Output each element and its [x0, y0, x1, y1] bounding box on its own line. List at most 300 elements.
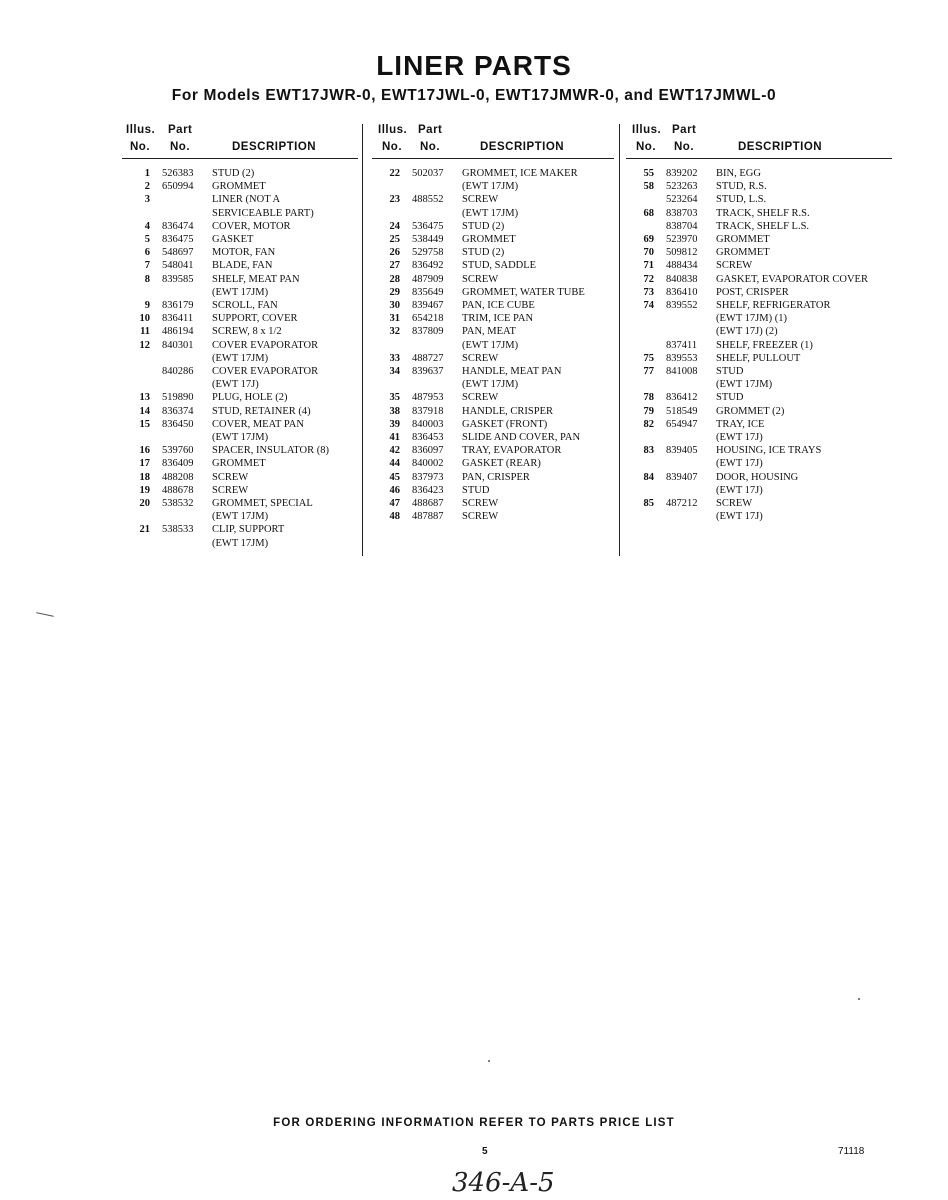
part-row: [626, 286, 892, 299]
illus-number: 18: [139, 471, 150, 483]
description-line: CLIP, SUPPORT: [212, 524, 285, 536]
handwritten-note: 346-A-5: [452, 1168, 555, 1198]
part-number: 836423: [412, 484, 444, 496]
parts-column-1: [122, 124, 358, 550]
illus-number: 34: [389, 366, 400, 378]
part-description: [716, 259, 892, 272]
part-row: [372, 325, 614, 351]
part-number: 836474: [162, 220, 194, 232]
part-description: [212, 299, 358, 312]
part-number: 536475: [412, 220, 444, 232]
part-number: 539760: [162, 445, 194, 457]
part-row: [372, 259, 614, 272]
part-row: [626, 246, 892, 259]
scan-speck: [858, 998, 860, 1000]
part-row: [122, 339, 358, 365]
description-line: SCREW: [212, 484, 249, 496]
page-title: LINER PARTS: [376, 50, 572, 81]
illus-number: 13: [139, 392, 150, 404]
part-number: 837809: [412, 326, 444, 338]
part-number: 650994: [162, 181, 194, 193]
description-line: GROMMET, SPECIAL: [212, 498, 313, 510]
description-line: GASKET, EVAPORATOR COVER: [716, 273, 868, 285]
part-number: 835649: [412, 286, 444, 298]
part-row: [626, 259, 892, 272]
scan-speck: [488, 1060, 490, 1062]
part-header-line1: Part: [418, 124, 443, 136]
page-number: 5: [482, 1146, 488, 1157]
description-line: (EWT 17JM): [212, 511, 269, 523]
part-description: [716, 497, 892, 523]
illus-number: 79: [643, 405, 654, 417]
description-line: (EWT 17JM): [462, 181, 519, 193]
part-description: [462, 193, 614, 219]
part-number: 839637: [412, 366, 444, 378]
illus-header-line1: Illus.: [126, 124, 156, 136]
part-number: 654947: [666, 418, 698, 430]
part-row: [372, 405, 614, 418]
part-number: 538533: [162, 524, 194, 536]
illus-number: 69: [643, 234, 654, 246]
illus-number: 7: [144, 260, 150, 272]
column-divider-right: [619, 124, 620, 556]
illus-number: 29: [389, 286, 400, 298]
description-line: GROMMET, WATER TUBE: [462, 286, 585, 298]
part-row: [372, 457, 614, 470]
description-line: SCREW: [462, 273, 499, 285]
part-description: [462, 273, 614, 286]
part-description: [212, 457, 358, 470]
part-row: [372, 391, 614, 404]
illus-number: 73: [643, 286, 654, 298]
part-row: [122, 246, 358, 259]
part-row: [626, 299, 892, 339]
part-description: [716, 220, 892, 233]
part-row: [372, 431, 614, 444]
part-number: 836450: [162, 418, 194, 430]
description-line: STUD, L.S.: [716, 194, 767, 206]
part-number: 836179: [162, 300, 194, 312]
description-line: (EWT 17JM): [716, 379, 773, 391]
part-number: 840003: [412, 418, 444, 430]
part-description: [716, 193, 892, 206]
description-line: (EWT 17JM): [462, 207, 519, 219]
part-number: 837973: [412, 471, 444, 483]
part-row: [626, 352, 892, 365]
part-row: [122, 220, 358, 233]
illus-number: 16: [139, 445, 150, 457]
part-row: [372, 510, 614, 523]
description-line: SUPPORT, COVER: [212, 313, 298, 325]
part-number: 548041: [162, 260, 194, 272]
part-row: [122, 471, 358, 484]
part-description: [462, 312, 614, 325]
illus-header-line1: Illus.: [632, 124, 662, 136]
part-row: [626, 391, 892, 404]
part-description: [462, 325, 614, 351]
illus-number: 26: [389, 247, 400, 259]
part-row: [372, 167, 614, 193]
illus-number: 6: [144, 247, 150, 259]
part-description: [462, 259, 614, 272]
part-row: [372, 312, 614, 325]
part-header-line1: Part: [672, 124, 697, 136]
part-row: [122, 523, 358, 549]
description-line: STUD: [462, 484, 490, 496]
part-description: [462, 484, 614, 497]
description-line: SHELF, FREEZER (1): [716, 339, 813, 351]
illus-number: 4: [144, 220, 150, 232]
part-number: 518549: [666, 405, 698, 417]
part-number: 486194: [162, 326, 194, 338]
part-row: [122, 418, 358, 444]
part-number: 836412: [666, 392, 698, 404]
description-line: SPACER, INSULATOR (8): [212, 445, 329, 457]
illus-number: 68: [643, 207, 654, 219]
illus-number: 30: [389, 300, 400, 312]
part-description: [716, 167, 892, 180]
description-line: GASKET (REAR): [462, 458, 541, 470]
illus-number: 48: [389, 511, 400, 523]
illus-number: 28: [389, 273, 400, 285]
column-header: [372, 124, 614, 158]
illus-number: 74: [643, 300, 654, 312]
part-row: [372, 444, 614, 457]
illus-number: 10: [139, 313, 150, 325]
description-line: HANDLE, MEAT PAN: [462, 366, 562, 378]
description-line: TRIM, ICE PAN: [462, 313, 534, 325]
part-number: 487909: [412, 273, 444, 285]
illus-number: 3: [144, 194, 150, 206]
part-row: [372, 471, 614, 484]
description-line: (EWT 17JM): [462, 379, 519, 391]
part-description: [716, 444, 892, 470]
description-line: BLADE, FAN: [212, 260, 273, 272]
part-description: [462, 431, 614, 444]
part-number: 509812: [666, 247, 698, 259]
illus-number: 14: [139, 405, 150, 417]
illus-number: 38: [389, 405, 400, 417]
part-row: [372, 365, 614, 391]
illus-number: 21: [139, 524, 150, 536]
description-line: STUD: [716, 366, 744, 378]
part-row: [372, 286, 614, 299]
part-number: 836475: [162, 234, 194, 246]
description-line: (EWT 17J): [716, 432, 763, 444]
illus-number: 27: [389, 260, 400, 272]
part-description: [716, 405, 892, 418]
illus-number: 32: [389, 326, 400, 338]
description-line: GROMMET: [462, 234, 516, 246]
part-row: [372, 299, 614, 312]
part-number: 836374: [162, 405, 194, 417]
part-description: [462, 457, 614, 470]
part-number: 836097: [412, 445, 444, 457]
part-row: [122, 167, 358, 180]
description-line: PAN, ICE CUBE: [462, 300, 535, 312]
part-number: 502037: [412, 168, 444, 179]
illus-number: 84: [643, 471, 654, 483]
description-line: (EWT 17JM): [212, 537, 269, 549]
description-line: DOOR, HOUSING: [716, 471, 799, 483]
parts-rows: [122, 159, 358, 550]
part-row: [122, 273, 358, 299]
description-line: (EWT 17JM) (1): [716, 313, 787, 325]
part-number: 838703: [666, 207, 698, 219]
illus-number: 72: [643, 273, 654, 285]
part-number: 840301: [162, 339, 194, 351]
part-description: [212, 246, 358, 259]
part-description: [716, 339, 892, 352]
description-line: STUD, SADDLE: [462, 260, 537, 272]
illus-number: 82: [643, 418, 654, 430]
part-description: [462, 405, 614, 418]
part-number: 529758: [412, 247, 444, 259]
part-description: [716, 365, 892, 391]
part-row: [626, 207, 892, 220]
description-line: (EWT 17J): [716, 511, 763, 523]
description-header: DESCRIPTION: [232, 141, 317, 153]
part-number: 836409: [162, 458, 194, 470]
part-row: [626, 418, 892, 444]
part-number: 488434: [666, 260, 698, 272]
part-row: [626, 220, 892, 233]
parts-rows: [372, 159, 614, 523]
part-row: [372, 273, 614, 286]
column-divider-left: [362, 124, 363, 556]
part-number: 839552: [666, 300, 698, 312]
description-line: GASKET (FRONT): [462, 418, 548, 430]
description-line: STUD, R.S.: [716, 181, 767, 193]
part-number: 488552: [412, 194, 444, 206]
part-header-line2: No.: [170, 141, 191, 153]
description-line: SHELF, PULLOUT: [716, 352, 801, 364]
part-row: [626, 167, 892, 180]
part-description: [716, 391, 892, 404]
illus-number: 24: [389, 220, 400, 232]
part-row: [626, 193, 892, 206]
description-line: HANDLE, CRISPER: [462, 405, 554, 417]
description-line: PLUG, HOLE (2): [212, 392, 288, 404]
illus-number: 9: [144, 300, 150, 312]
ordering-info-footer: FOR ORDERING INFORMATION REFER TO PARTS PRICE LIST: [273, 1117, 675, 1129]
illus-number: 20: [139, 498, 150, 510]
description-line: TRACK, SHELF L.S.: [716, 220, 810, 232]
part-number: 839405: [666, 445, 698, 457]
illus-number: 39: [389, 418, 400, 430]
part-description: [462, 352, 614, 365]
description-line: (EWT 17JM): [212, 352, 269, 364]
illus-number: 5: [144, 234, 150, 246]
part-description: [462, 444, 614, 457]
illus-number: 41: [389, 432, 400, 444]
part-number: 839553: [666, 352, 698, 364]
part-row: [122, 457, 358, 470]
part-row: [122, 444, 358, 457]
part-number: 654218: [412, 313, 444, 325]
illus-number: 19: [139, 484, 150, 496]
part-description: [212, 391, 358, 404]
part-row: [372, 497, 614, 510]
part-description: [212, 259, 358, 272]
description-line: TRACK, SHELF R.S.: [716, 207, 810, 219]
illus-header-line1: Illus.: [378, 124, 408, 136]
description-line: HOUSING, ICE TRAYS: [716, 445, 822, 457]
part-header-line2: No.: [420, 141, 441, 153]
part-description: [462, 167, 614, 193]
part-description: [716, 286, 892, 299]
part-description: [716, 418, 892, 444]
part-description: [212, 273, 358, 299]
part-description: [212, 180, 358, 193]
description-line: (EWT 17JM): [212, 286, 269, 298]
description-line: BIN, EGG: [716, 168, 761, 179]
part-number: 538449: [412, 234, 444, 246]
part-number: 548697: [162, 247, 194, 259]
description-line: (EWT 17JM): [462, 339, 519, 351]
part-description: [716, 273, 892, 286]
description-line: GROMMET: [716, 234, 770, 246]
description-line: STUD: [716, 392, 744, 404]
part-number: 837411: [666, 339, 698, 351]
description-line: GROMMET: [212, 458, 266, 470]
description-line: GROMMET (2): [716, 405, 785, 417]
part-description: [716, 471, 892, 497]
illus-number: 45: [389, 471, 400, 483]
illus-number: 78: [643, 392, 654, 404]
part-row: [122, 391, 358, 404]
part-row: [626, 365, 892, 391]
part-row: [122, 193, 358, 219]
part-description: [212, 484, 358, 497]
illus-number: 83: [643, 445, 654, 457]
illus-number: 71: [643, 260, 654, 272]
part-number: 526383: [162, 168, 194, 179]
part-row: [122, 299, 358, 312]
part-row: [626, 180, 892, 193]
description-line: COVER EVAPORATOR: [212, 339, 319, 351]
part-row: [122, 233, 358, 246]
part-description: [462, 510, 614, 523]
illus-number: 42: [389, 445, 400, 457]
illus-number: 35: [389, 392, 400, 404]
illus-number: 85: [643, 498, 654, 510]
part-description: [212, 339, 358, 365]
illus-number: 31: [389, 313, 400, 325]
description-line: SCREW: [716, 260, 753, 272]
part-number: 836453: [412, 432, 444, 444]
illus-number: 25: [389, 234, 400, 246]
part-description: [212, 325, 358, 338]
part-description: [716, 299, 892, 339]
part-description: [462, 391, 614, 404]
description-line: SCREW: [462, 392, 499, 404]
description-line: (EWT 17JM): [212, 432, 269, 444]
description-line: GROMMET, ICE MAKER: [462, 168, 578, 179]
description-line: SCREW: [462, 498, 499, 510]
part-number: 839407: [666, 471, 698, 483]
part-number: 538532: [162, 498, 194, 510]
part-number: 488727: [412, 352, 444, 364]
part-row: [372, 220, 614, 233]
description-line: SCREW, 8 x 1/2: [212, 326, 282, 338]
part-description: [212, 444, 358, 457]
column-header: [122, 124, 358, 158]
description-line: SERVICEABLE PART): [212, 207, 314, 219]
part-row: [122, 259, 358, 272]
part-number: 519890: [162, 392, 194, 404]
part-description: [462, 233, 614, 246]
part-row: [122, 497, 358, 523]
part-description: [212, 220, 358, 233]
part-number: 487953: [412, 392, 444, 404]
illus-number: 47: [389, 498, 400, 510]
part-description: [716, 233, 892, 246]
description-line: MOTOR, FAN: [212, 247, 276, 259]
description-line: COVER, MOTOR: [212, 220, 291, 232]
description-line: GASKET: [212, 234, 254, 246]
description-header: DESCRIPTION: [738, 141, 823, 153]
part-description: [716, 352, 892, 365]
illus-header-line2: No.: [130, 141, 151, 153]
part-number: 839467: [412, 300, 444, 312]
column-header: [626, 124, 892, 158]
description-line: (EWT 17J): [212, 379, 259, 391]
part-row: [122, 484, 358, 497]
illus-number: 22: [389, 168, 400, 179]
part-description: [212, 193, 358, 219]
description-line: SLIDE AND COVER, PAN: [462, 432, 581, 444]
part-row: [372, 484, 614, 497]
part-number: 838704: [666, 220, 698, 232]
part-number: 840002: [412, 458, 444, 470]
part-description: [212, 167, 358, 180]
part-description: [462, 497, 614, 510]
part-number: 523263: [666, 181, 698, 193]
part-row: [372, 246, 614, 259]
part-row: [626, 273, 892, 286]
illus-number: 77: [643, 366, 654, 378]
description-line: SCREW: [462, 511, 499, 523]
illus-number: 55: [643, 168, 654, 179]
part-number: 837918: [412, 405, 444, 417]
page-subtitle: For Models EWT17JWR-0, EWT17JWL-0, EWT17JMWR-0, and EWT17JMWL-0: [171, 87, 777, 104]
description-line: PAN, MEAT: [462, 326, 516, 338]
illus-header-line2: No.: [382, 141, 403, 153]
description-line: STUD (2): [462, 247, 505, 259]
description-line: (EWT 17J) (2): [716, 326, 778, 338]
illus-number: 15: [139, 418, 150, 430]
scan-mark: [36, 612, 54, 617]
part-number: 839585: [162, 273, 194, 285]
illus-number: 2: [144, 181, 150, 193]
part-description: [716, 246, 892, 259]
part-description: [212, 497, 358, 523]
part-description: [716, 207, 892, 220]
part-row: [626, 233, 892, 246]
description-header: DESCRIPTION: [480, 141, 565, 153]
part-row: [372, 233, 614, 246]
description-line: (EWT 17J): [716, 458, 763, 470]
illus-number: 12: [139, 339, 150, 351]
part-description: [212, 418, 358, 444]
part-number: 836410: [666, 286, 698, 298]
part-row: [626, 444, 892, 470]
description-line: SCROLL, FAN: [212, 300, 278, 312]
part-number: 839202: [666, 168, 698, 179]
description-line: POST, CRISPER: [716, 286, 789, 298]
part-header-line1: Part: [168, 124, 193, 136]
